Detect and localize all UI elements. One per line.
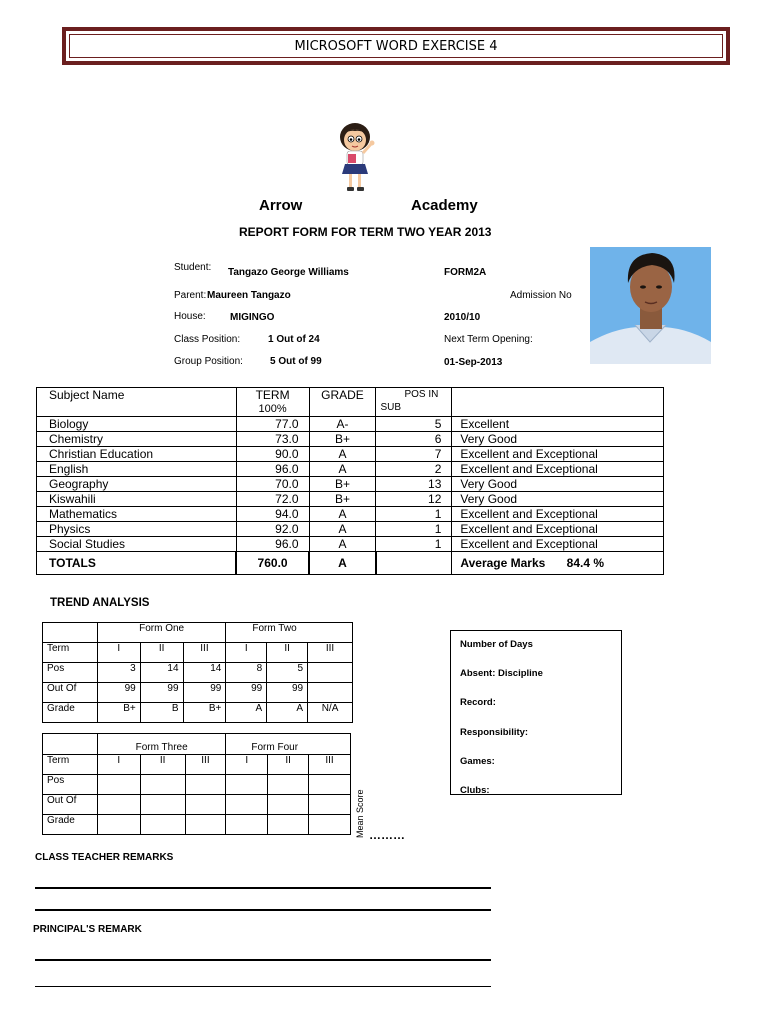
school-mascot-logo	[333, 120, 381, 196]
trend1-grade-cell: N/A	[308, 703, 353, 723]
subject-position-cell: 2	[376, 462, 452, 477]
trend1-form-one-header: Form One	[97, 623, 226, 643]
next-term-label: Next Term Opening:	[444, 334, 533, 345]
school-name-left: Arrow	[259, 197, 303, 214]
term-header-line1: TERM	[255, 388, 290, 402]
subject-position-cell: 1	[376, 507, 452, 522]
trend2-term-cell: II	[268, 755, 309, 775]
class-teacher-remark-line-1	[35, 887, 491, 889]
trend2-term-cell: III	[309, 755, 351, 775]
pos-header	[376, 388, 452, 417]
totals-row	[37, 552, 664, 575]
trend1-term-row	[43, 643, 353, 663]
totals-score: 760.0	[236, 552, 309, 575]
subject-grade-cell: B+	[309, 477, 376, 492]
trend1-pos-cell: 3	[97, 663, 140, 683]
subject-position-cell: 1	[376, 522, 452, 537]
trend1-term-cell: I	[97, 643, 140, 663]
record-label: Record:	[460, 697, 496, 708]
subject-row	[37, 417, 664, 432]
admission-number: 2010/10	[444, 312, 481, 323]
responsibility-label: Responsibility:	[460, 727, 529, 738]
subject-row	[37, 477, 664, 492]
subject-name-cell: Biology	[37, 417, 237, 432]
admission-label: Admission No	[510, 290, 572, 301]
subject-name-cell: English	[37, 462, 237, 477]
pos-header-line1: POS IN	[404, 389, 439, 400]
marks-header-row	[37, 388, 664, 417]
subject-score-cell: 72.0	[236, 492, 309, 507]
subject-position-cell: 5	[376, 417, 452, 432]
totals-pos-cell	[376, 552, 452, 575]
term-header-line2: 100%	[258, 403, 287, 415]
subject-score-cell: 94.0	[236, 507, 309, 522]
group-position-label: Group Position:	[174, 356, 243, 367]
average-marks-cell	[452, 552, 664, 575]
subject-name-cell: Geography	[37, 477, 237, 492]
trend1-grade-row	[43, 703, 353, 723]
trend1-outof-row	[43, 683, 353, 703]
number-of-days-label: Number of Days	[460, 639, 533, 650]
subject-row	[37, 492, 664, 507]
trend1-pos-label: Pos	[43, 663, 98, 683]
subject-score-cell: 77.0	[236, 417, 309, 432]
trend1-outof-cell: 99	[140, 683, 183, 703]
trend2-form-row	[43, 734, 351, 755]
subject-name-cell: Mathematics	[37, 507, 237, 522]
subject-name-cell: Christian Education	[37, 447, 237, 462]
subject-remark-cell: Excellent	[452, 417, 664, 432]
subject-score-cell: 96.0	[236, 462, 309, 477]
average-marks-value: 84.4 %	[566, 556, 605, 570]
trend1-term-cell: III	[308, 643, 353, 663]
subject-name-cell: Social Studies	[37, 537, 237, 552]
trend1-term-cell: II	[267, 643, 308, 663]
subject-position-cell: 1	[376, 537, 452, 552]
trend1-term-label: Term	[43, 643, 98, 663]
trend1-term-cell: II	[140, 643, 183, 663]
trend1-pos-row	[43, 663, 353, 683]
school-name-right: Academy	[411, 197, 478, 214]
subject-grade-cell: A	[309, 522, 376, 537]
subject-score-cell: 73.0	[236, 432, 309, 447]
trend1-outof-cell	[308, 683, 353, 703]
house-label: House:	[174, 311, 206, 322]
trend1-outof-cell: 99	[267, 683, 308, 703]
attendance-info-box	[450, 630, 622, 795]
absent-discipline-label: Absent: Discipline	[460, 668, 543, 679]
principal-remark-line-1	[35, 959, 491, 961]
subject-remark-cell: Excellent and Exceptional	[452, 447, 664, 462]
trend-table-form-one-two	[42, 622, 353, 723]
student-label: Student:	[174, 262, 212, 273]
house-value: MIGINGO	[230, 312, 275, 323]
subject-position-cell: 12	[376, 492, 452, 507]
subject-position-cell: 6	[376, 432, 452, 447]
subject-name-cell: Kiswahili	[37, 492, 237, 507]
trend1-term-cell: III	[183, 643, 226, 663]
trend2-term-row	[43, 755, 351, 775]
trend-analysis-title: TREND ANALYSIS	[50, 597, 150, 609]
totals-grade: A	[309, 552, 376, 575]
trend2-term-cell: I	[97, 755, 140, 775]
student-name: Tangazo George Williams	[228, 267, 349, 278]
class-teacher-remark-line-2	[35, 909, 491, 911]
next-term-date: 01-Sep-2013	[444, 357, 503, 368]
term-header	[236, 388, 309, 417]
mean-score-label: Mean Score	[355, 789, 365, 838]
subject-score-cell: 92.0	[236, 522, 309, 537]
subject-remark-cell: Excellent and Exceptional	[452, 507, 664, 522]
trend2-pos-row	[43, 775, 351, 795]
trend1-blank-cell	[43, 623, 98, 643]
trend1-pos-cell: 5	[267, 663, 308, 683]
trend2-blank-cell	[43, 734, 98, 755]
student-form: FORM2A	[444, 267, 487, 278]
principal-remark-label: PRINCIPAL'S REMARK	[33, 924, 142, 935]
grade-header: GRADE	[309, 388, 376, 417]
subject-remark-cell: Excellent and Exceptional	[452, 522, 664, 537]
report-title: REPORT FORM FOR TERM TWO YEAR 2013	[239, 225, 492, 239]
trend1-grade-label: Grade	[43, 703, 98, 723]
class-position-value: 1 Out of 24	[268, 334, 320, 345]
trend2-term-cell: II	[140, 755, 185, 775]
marks-table	[36, 387, 664, 575]
subject-position-cell: 7	[376, 447, 452, 462]
subject-header: Subject Name	[37, 388, 237, 417]
subject-grade-cell: A-	[309, 417, 376, 432]
trend2-pos-label: Pos	[43, 775, 98, 795]
pos-header-line2: SUB	[380, 402, 402, 413]
trend1-grade-cell: A	[267, 703, 308, 723]
subject-row	[37, 537, 664, 552]
subject-row	[37, 447, 664, 462]
trend2-grade-label: Grade	[43, 815, 98, 835]
subject-grade-cell: A	[309, 447, 376, 462]
subject-position-cell: 13	[376, 477, 452, 492]
group-position-value: 5 Out of 99	[270, 356, 322, 367]
trend2-term-label: Term	[43, 755, 98, 775]
subject-grade-cell: A	[309, 537, 376, 552]
subject-score-cell: 90.0	[236, 447, 309, 462]
trend1-form-two-header: Form Two	[226, 623, 353, 643]
trend2-outof-row	[43, 795, 351, 815]
subject-row	[37, 507, 664, 522]
class-teacher-remarks-label: CLASS TEACHER REMARKS	[35, 852, 174, 863]
trend1-outof-cell: 99	[226, 683, 267, 703]
subject-remark-cell: Excellent and Exceptional	[452, 537, 664, 552]
trend1-outof-label: Out Of	[43, 683, 98, 703]
subject-grade-cell: B+	[309, 432, 376, 447]
principal-remark-line-2	[35, 986, 491, 987]
trend1-form-row	[43, 623, 353, 643]
trend1-outof-cell: 99	[97, 683, 140, 703]
exercise-title: MICROSOFT WORD EXERCISE 4	[294, 38, 498, 54]
exercise-title-banner	[62, 27, 730, 65]
trend1-term-cell: I	[226, 643, 267, 663]
student-photo	[590, 247, 711, 364]
trend1-grade-cell: B+	[97, 703, 140, 723]
trend1-grade-cell: B	[140, 703, 183, 723]
subject-score-cell: 96.0	[236, 537, 309, 552]
games-label: Games:	[460, 756, 495, 767]
trend2-term-cell: I	[226, 755, 268, 775]
trend1-outof-cell: 99	[183, 683, 226, 703]
trend2-term-cell: III	[185, 755, 226, 775]
subject-remark-cell: Very Good	[452, 432, 664, 447]
trend2-grade-row	[43, 815, 351, 835]
subject-remark-cell: Very Good	[452, 477, 664, 492]
totals-label: TOTALS	[37, 552, 237, 575]
subject-grade-cell: A	[309, 462, 376, 477]
class-position-label: Class Position:	[174, 334, 241, 345]
parent-name: Maureen Tangazo	[207, 290, 291, 301]
subject-grade-cell: B+	[309, 492, 376, 507]
subject-remark-cell: Very Good	[452, 492, 664, 507]
trend2-form-three-header: Form Three	[97, 734, 225, 755]
trend1-pos-cell: 14	[140, 663, 183, 683]
remark-header	[452, 388, 664, 417]
trend-table-form-three-four	[42, 733, 351, 835]
trend1-pos-cell: 8	[226, 663, 267, 683]
subject-grade-cell: A	[309, 507, 376, 522]
parent-label: Parent:	[174, 290, 207, 301]
trend2-form-four-header: Form Four	[226, 734, 351, 755]
subject-name-cell: Physics	[37, 522, 237, 537]
subject-name-cell: Chemistry	[37, 432, 237, 447]
clubs-label: Clubs:	[460, 785, 490, 795]
mean-score-dots: ………	[369, 828, 405, 842]
subject-row	[37, 522, 664, 537]
trend1-grade-cell: A	[226, 703, 267, 723]
average-marks-label: Average Marks	[460, 556, 546, 570]
subject-remark-cell: Excellent and Exceptional	[452, 462, 664, 477]
subject-score-cell: 70.0	[236, 477, 309, 492]
subject-row	[37, 432, 664, 447]
trend1-pos-cell	[308, 663, 353, 683]
subject-row	[37, 462, 664, 477]
trend1-grade-cell: B+	[183, 703, 226, 723]
trend2-outof-label: Out Of	[43, 795, 98, 815]
trend1-pos-cell: 14	[183, 663, 226, 683]
